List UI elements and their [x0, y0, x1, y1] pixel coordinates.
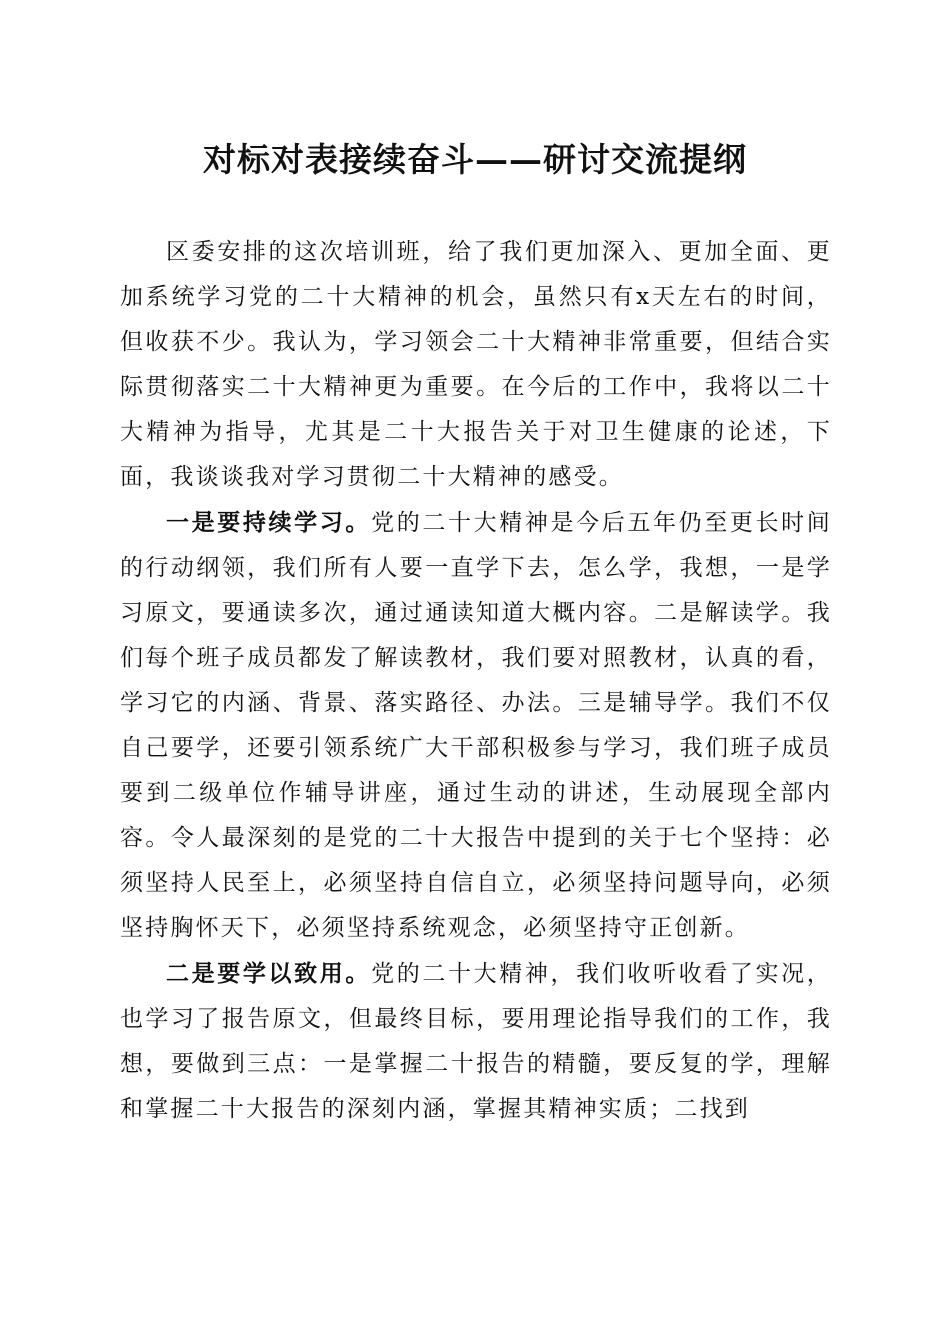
paragraph-lead: 一是要持续学习。: [166, 509, 372, 536]
paragraph-point-one: [120, 500, 832, 951]
paragraph-intro: [120, 230, 832, 500]
paragraph-lead: 二是要学以致用。: [166, 960, 372, 987]
paragraph-text: 党的二十大精神，我们收听收看了实况，也学习了报告原文，但最终目标，要用理论指导我们的工作，我想，要做到三点：一是掌握二十报告的精髓，要反复的学，理解和掌握二十大报告的深刻内涵，掌握其精神实质；二找到: [120, 961, 832, 1122]
paragraph-point-two: [120, 951, 832, 1132]
document-title: 对标对表接续奋斗——研讨交流提纲: [203, 140, 747, 179]
document-body: [120, 230, 832, 1132]
paragraph-text: 党的二十大精神是今后五年仍至更长时间的行动纲领，我们所有人要一直学下去，怎么学，我想，一是学习原文，要通读多次，通过通读知道大概内容。二是解读学。我们每个班子成员都发了解读教材，我们要对照教材，认真的看，学习它的内涵、背景、落实路径、办法。三是辅导学。我们不仅自己要学，还要引领系统广大干部积极参与学习，我们班子成员要到二级单位作辅导讲座，通过生动的讲述，生动展现全部内容。令人最深刻的是党的二十大报告中提到的关于七个坚持：必须坚持人民至上，必须坚持自信自立，必须坚持问题导向，必须坚持胸怀天下，必须坚持系统观念，必须坚持守正创新。: [120, 510, 832, 941]
paragraph-text: 区委安排的这次培训班，给了我们更加深入、更加全面、更加系统学习党的二十大精神的机会，虽然只有x天左右的时间，但收获不少。我认为，学习领会二十大精神非常重要，但结合实际贯彻落实二十大精神更为重要。在今后的工作中，我将以二十大精神为指导，尤其是二十大报告关于对卫生健康的论述，下面，我谈谈我对学习贯彻二十大精神的感受。: [120, 239, 832, 490]
